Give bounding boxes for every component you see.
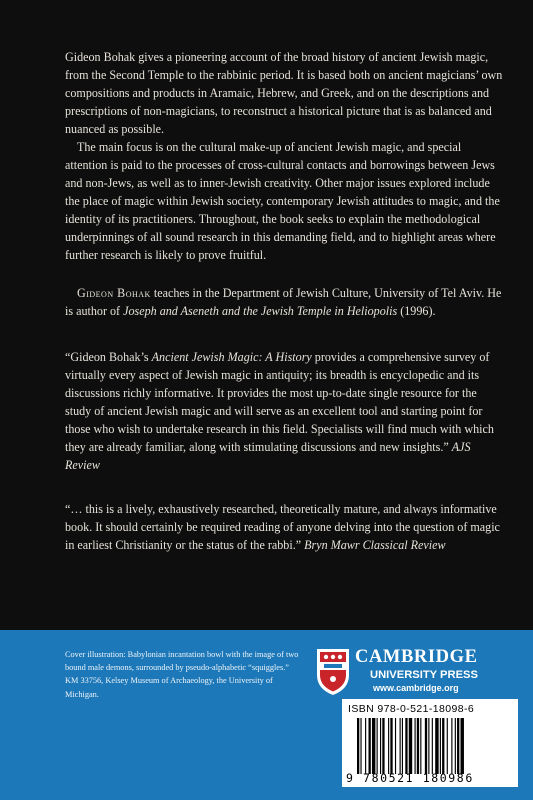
review-1-source: AJS Review [65,440,471,472]
barcode-bar [382,718,384,774]
barcode-bars [357,718,509,774]
barcode-bar [395,718,396,774]
review-1-body: provides a comprehensive survey of virtually every aspect of Jewish magic in antiquity; its breadth is encyclopedic and its discussions richly informative. It provides the most up-to-date single resource for the study of ancient Jewish magic and will serve as an excellent tool and starting point for those who wish to undertake research in this field. Specialists will find much with which they are already familiar, along with stimulating discussions and new insights.” [65,350,494,454]
barcode-bar [425,718,427,774]
isbn-label: ISBN 978-0-521-18098-6 [348,703,475,715]
barcode-bar [388,718,389,774]
barcode-bar [417,718,419,774]
review-2 [65,500,505,554]
publisher-name: CAMBRIDGE [355,647,478,667]
barcode-bar [357,718,359,774]
publisher-url: www.cambridge.org [373,683,459,693]
barcode-bar [435,718,438,774]
barcode-bar [360,718,361,774]
barcode-bar [415,718,416,774]
barcode-bar [447,718,448,774]
blurb-paragraph-1: Gideon Bohak gives a pioneering account of the broad history of ancient Jewish magic, from the Second Temple to the rabbinic period. It is based both on ancient magicians’ own compositions and products in Aramaic, Hebrew, and Greek, and on the descriptions and prescriptions of non-magicians, to reconstruct a historical picture that is as balanced and nuanced as possible. [65,50,503,136]
barcode-bar [432,718,433,774]
author-bio-text: teaches in the Department of Jewish Culture, University of Tel Aviv. He is author of [65,286,502,318]
review-2-source: Bryn Mawr Classical Review [304,538,446,552]
barcode-bar [442,718,444,774]
review-2-body: “… this is a lively, exhaustively researched, theoretically mature, and always informative book. It should certainly be required reading of anyone delving into the question of magic in earliest Christianity or the status of the rabbi.” [65,502,500,552]
barcode-panel [342,699,518,787]
author-bio-year: (1996). [397,304,436,318]
barcode-bar [402,718,403,774]
review-1-open: “Gideon Bohak’s [65,350,152,364]
barcode-bar [461,718,464,774]
cover-illustration-caption: Cover illustration: Babylonian incantation bowl with the image of two bound male demons, surrounded by pseudo-alphabetic “squiggles.” KM 33756, Kelsey Museum of Archaeology, the University of Michigan. [65,650,299,699]
barcode-bar [405,718,407,774]
author-bio [65,284,505,320]
barcode-bar [380,718,381,774]
barcode-bar [369,718,371,774]
barcode-bar [409,718,412,774]
barcode-digits: 9 780521 180986 [346,771,474,785]
barcode-bar [457,718,459,774]
barcode-bar [455,718,456,774]
blurb-paragraph-2: The main focus is on the cultural make-up of ancient Jewish magic, and special attention is paid to the processes of cross-cultural contacts and borrowings between Jews and non-Jews, as well as to inner-Jewish creativity. Other major issues explored include the place of magic within Jewish society, contemporary Jewish attitudes to magic, and the identity of its practitioners. Throughout, the book seeks to explain the methodological underpinnings of all sound research in this demanding field, and to highlight areas where further research is likely to prove fruitful. [65,140,500,262]
barcode-bar [390,718,392,774]
review-1-title: Ancient Jewish Magic: A History [151,350,312,364]
barcode-bar [372,718,375,774]
author-book-title: Joseph and Aseneth and the Jewish Temple in Heliopolis [123,304,398,318]
back-cover-text [65,48,505,554]
barcode-bar [451,718,452,774]
barcode-bar [377,718,378,774]
barcode-bar [420,718,421,774]
barcode-bar [365,718,366,774]
review-1 [65,348,505,474]
barcode-bar [440,718,441,774]
cambridge-shield-icon [313,645,353,697]
author-name: Gideon Bohak [77,286,151,300]
publisher-subtitle: UNIVERSITY PRESS [370,669,478,681]
barcode-bar [428,718,429,774]
barcode-bar [400,718,401,774]
